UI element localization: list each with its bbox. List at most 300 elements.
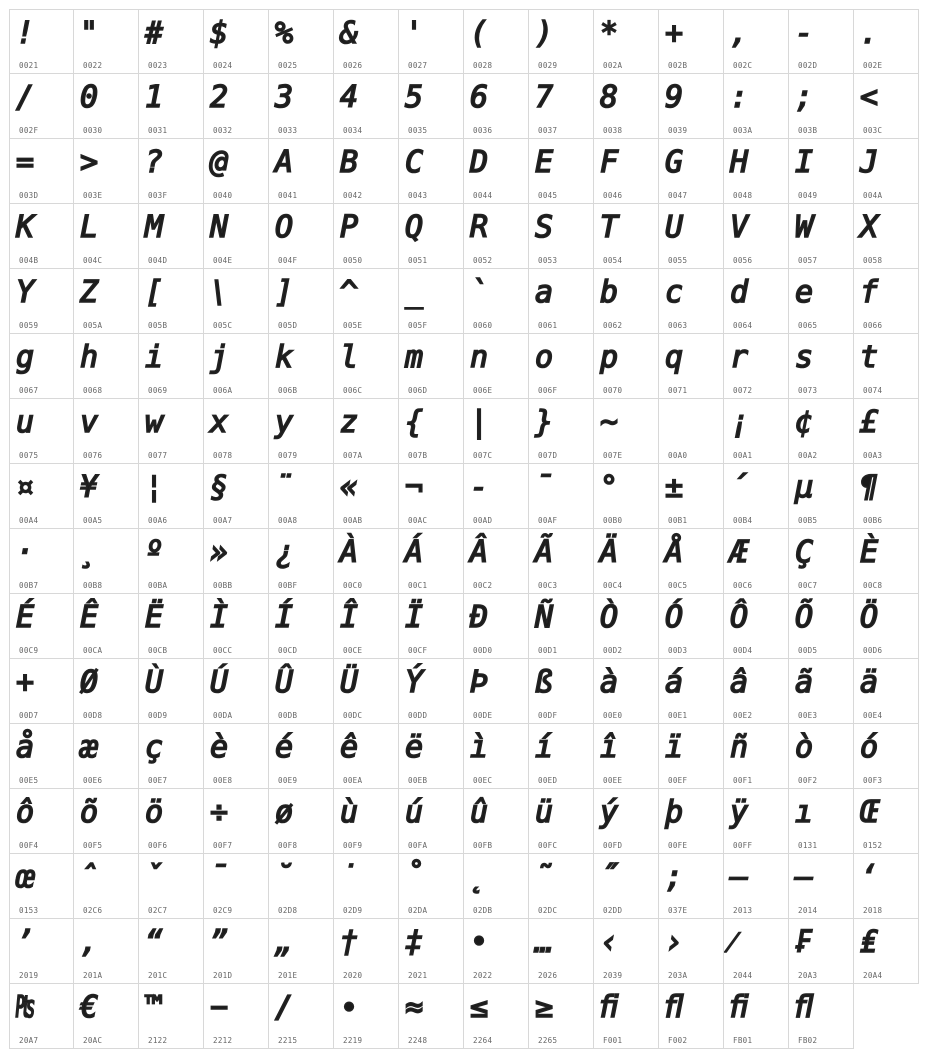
glyph-code-label: 00F1 xyxy=(733,776,753,785)
glyph-char: ; xyxy=(665,860,684,895)
glyph-cell xyxy=(9,659,74,724)
glyph-cell xyxy=(9,204,74,269)
glyph-cell xyxy=(724,594,789,659)
glyph-cell xyxy=(74,9,139,74)
glyph-char: x xyxy=(210,405,229,440)
glyph-cell xyxy=(594,594,659,659)
glyph-char: @ xyxy=(210,145,229,180)
glyph-char: À xyxy=(340,535,359,570)
glyph-char: ¨ xyxy=(275,470,294,505)
glyph-char: L xyxy=(80,210,99,245)
glyph-char: ¥ xyxy=(80,470,99,505)
glyph-code-label: 004A xyxy=(863,191,883,200)
glyph-cell xyxy=(269,334,334,399)
glyph-char: ! xyxy=(16,16,35,51)
glyph-char: ñ xyxy=(730,730,749,765)
glyph-char: o xyxy=(535,340,554,375)
glyph-code-label: 0041 xyxy=(278,191,298,200)
glyph-code-label: 2248 xyxy=(408,1036,428,1045)
glyph-code-label: 0058 xyxy=(863,256,883,265)
glyph-cell xyxy=(269,399,334,464)
glyph-char: € xyxy=(80,990,99,1025)
glyph-char: ¦ xyxy=(145,470,164,505)
glyph-cell xyxy=(334,334,399,399)
glyph-char: ô xyxy=(16,795,35,830)
glyph-cell xyxy=(9,139,74,204)
glyph-code-label: 0056 xyxy=(733,256,753,265)
glyph-cell xyxy=(204,594,269,659)
glyph-char: / xyxy=(16,80,35,115)
glyph-code-label: 00D9 xyxy=(148,711,168,720)
glyph-cell xyxy=(334,594,399,659)
glyph-char: y xyxy=(275,405,294,440)
glyph-cell xyxy=(789,724,854,789)
glyph-code-label: 003B xyxy=(798,126,818,135)
glyph-cell xyxy=(399,139,464,204)
glyph-code-label: 00C3 xyxy=(538,581,558,590)
glyph-code-label: 2122 xyxy=(148,1036,168,1045)
glyph-char: õ xyxy=(80,795,99,830)
glyph-code-label: 0060 xyxy=(473,321,493,330)
glyph-cell xyxy=(529,789,594,854)
glyph-cell xyxy=(204,204,269,269)
glyph-char: F xyxy=(600,145,619,180)
glyph-code-label: 00C5 xyxy=(668,581,688,590)
glyph-char: ₤ xyxy=(860,925,879,960)
glyph-cell xyxy=(854,594,919,659)
glyph-char: “ xyxy=(145,925,164,960)
glyph-cell xyxy=(139,399,204,464)
glyph-cell xyxy=(334,659,399,724)
glyph-char: , xyxy=(730,16,749,51)
glyph-char: ‚ xyxy=(80,925,99,960)
glyph-code-label: 00ED xyxy=(538,776,558,785)
glyph-cell xyxy=(74,399,139,464)
glyph-cell xyxy=(9,789,74,854)
glyph-cell xyxy=(399,789,464,854)
glyph-char: d xyxy=(730,275,749,310)
glyph-code-label: 006B xyxy=(278,386,298,395)
glyph-char: ¤ xyxy=(16,470,35,505)
glyph-code-label: 00A5 xyxy=(83,516,103,525)
glyph-code-label: 0079 xyxy=(278,451,298,460)
glyph-code-label: 00AD xyxy=(473,516,493,525)
glyph-char: á xyxy=(665,665,684,700)
glyph-cell xyxy=(724,724,789,789)
glyph-char: U xyxy=(665,210,684,245)
glyph-cell xyxy=(789,919,854,984)
glyph-code-label: 004F xyxy=(278,256,298,265)
glyph-char: h xyxy=(80,340,99,375)
glyph-code-label: 0039 xyxy=(668,126,688,135)
glyph-code-label: 00F8 xyxy=(278,841,298,850)
glyph-code-label: 00B7 xyxy=(19,581,39,590)
glyph-cell xyxy=(464,529,529,594)
glyph-char: ß xyxy=(535,665,554,700)
glyph-code-label: 2021 xyxy=(408,971,428,980)
glyph-code-label: 00DA xyxy=(213,711,233,720)
glyph-code-label: 20A3 xyxy=(798,971,818,980)
glyph-cell xyxy=(269,919,334,984)
glyph-code-label: 003F xyxy=(148,191,168,200)
glyph-code-label: 00AF xyxy=(538,516,558,525)
glyph-code-label: 0070 xyxy=(603,386,623,395)
glyph-cell xyxy=(789,594,854,659)
glyph-cell xyxy=(724,984,789,1049)
glyph-cell xyxy=(464,724,529,789)
glyph-cell xyxy=(854,919,919,984)
glyph-cell xyxy=(334,464,399,529)
glyph-char: « xyxy=(340,470,359,505)
glyph-cell xyxy=(464,594,529,659)
glyph-char: œ xyxy=(16,860,35,895)
glyph-char: º xyxy=(145,535,164,570)
glyph-code-label: 00CD xyxy=(278,646,298,655)
glyph-code-label: 0045 xyxy=(538,191,558,200)
glyph-code-label: 0026 xyxy=(343,61,363,70)
glyph-code-label: 00C7 xyxy=(798,581,818,590)
glyph-code-label: 02D9 xyxy=(343,906,363,915)
glyph-cell xyxy=(659,269,724,334)
glyph-code-label: 0036 xyxy=(473,126,493,135)
glyph-char: Y xyxy=(16,275,35,310)
glyph-char: É xyxy=(16,600,35,635)
glyph-code-label: 0075 xyxy=(19,451,39,460)
glyph-cell xyxy=(204,139,269,204)
glyph-cell xyxy=(399,724,464,789)
glyph-cell xyxy=(659,659,724,724)
glyph-code-label: 00CB xyxy=(148,646,168,655)
glyph-cell xyxy=(789,204,854,269)
glyph-grid xyxy=(9,9,919,1049)
glyph-char: Ô xyxy=(730,600,749,635)
glyph-code-label: 0062 xyxy=(603,321,623,330)
glyph-code-label: 00EC xyxy=(473,776,493,785)
glyph-cell xyxy=(594,464,659,529)
glyph-cell xyxy=(204,854,269,919)
glyph-char: Z xyxy=(80,275,99,310)
glyph-char: Þ xyxy=(470,665,489,700)
glyph-cell xyxy=(529,74,594,139)
glyph-char: Ã xyxy=(535,535,554,570)
glyph-code-label: 006A xyxy=(213,386,233,395)
glyph-cell xyxy=(204,9,269,74)
glyph-code-label: 02C9 xyxy=(213,906,233,915)
glyph-char: ‘ xyxy=(860,860,879,895)
glyph-char: ˘ xyxy=(275,860,294,895)
glyph-char: 7 xyxy=(535,80,554,115)
glyph-char: _ xyxy=(405,275,424,310)
glyph-code-label: 003A xyxy=(733,126,753,135)
glyph-char: 0 xyxy=(80,80,99,115)
glyph-cell xyxy=(659,334,724,399)
glyph-char: Q xyxy=(405,210,424,245)
glyph-code-label: 00E7 xyxy=(148,776,168,785)
glyph-char: Ì xyxy=(210,600,229,635)
glyph-char: ≥ xyxy=(535,990,554,1025)
glyph-cell xyxy=(399,204,464,269)
glyph-code-label: 0037 xyxy=(538,126,558,135)
glyph-code-label: 0033 xyxy=(278,126,298,135)
glyph-char: ¯ xyxy=(535,470,554,505)
glyph-cell xyxy=(854,204,919,269)
glyph-char: C xyxy=(405,145,424,180)
glyph-code-label: 00B4 xyxy=(733,516,753,525)
glyph-cell xyxy=(204,724,269,789)
glyph-cell xyxy=(854,529,919,594)
glyph-cell xyxy=(74,919,139,984)
glyph-cell xyxy=(789,74,854,139)
glyph-cell xyxy=(269,659,334,724)
glyph-char: O xyxy=(275,210,294,245)
glyph-char: å xyxy=(16,730,35,765)
glyph-code-label: 00C6 xyxy=(733,581,753,590)
glyph-code-label: 00A6 xyxy=(148,516,168,525)
glyph-char: » xyxy=(210,535,229,570)
glyph-char: 2 xyxy=(210,80,229,115)
glyph-cell xyxy=(74,594,139,659)
glyph-code-label: 004D xyxy=(148,256,168,265)
glyph-cell xyxy=(399,984,464,1049)
glyph-code-label: 0024 xyxy=(213,61,233,70)
glyph-cell xyxy=(594,659,659,724)
glyph-char: W xyxy=(795,210,814,245)
glyph-cell xyxy=(139,919,204,984)
glyph-code-label: 0066 xyxy=(863,321,883,330)
glyph-char: µ xyxy=(795,470,814,505)
glyph-char: ý xyxy=(600,795,619,830)
glyph-char: 6 xyxy=(470,80,489,115)
glyph-cell xyxy=(594,919,659,984)
glyph-cell xyxy=(529,204,594,269)
glyph-cell xyxy=(139,659,204,724)
glyph-cell xyxy=(529,529,594,594)
glyph-char: ˙ xyxy=(340,860,359,895)
glyph-cell xyxy=(854,269,919,334)
glyph-code-label: 0050 xyxy=(343,256,363,265)
glyph-cell xyxy=(529,984,594,1049)
glyph-cell xyxy=(139,74,204,139)
glyph-char: ‹ xyxy=(600,925,619,960)
glyph-char: ± xyxy=(665,470,684,505)
glyph-cell xyxy=(724,464,789,529)
glyph-code-label: 0031 xyxy=(148,126,168,135)
glyph-code-label: 2265 xyxy=(538,1036,558,1045)
glyph-code-label: F002 xyxy=(668,1036,688,1045)
glyph-char: Â xyxy=(470,535,489,570)
glyph-cell xyxy=(334,919,399,984)
glyph-char: Ø xyxy=(80,665,99,700)
glyph-code-label: 0054 xyxy=(603,256,623,265)
glyph-code-label: 00B1 xyxy=(668,516,688,525)
glyph-char: • xyxy=(470,925,489,960)
glyph-char: k xyxy=(275,340,294,375)
glyph-cell xyxy=(789,9,854,74)
glyph-code-label: 201C xyxy=(148,971,168,980)
glyph-cell xyxy=(139,269,204,334)
glyph-cell xyxy=(724,789,789,854)
glyph-char: t xyxy=(860,340,879,375)
glyph-code-label: 0048 xyxy=(733,191,753,200)
glyph-char: Ú xyxy=(210,665,229,700)
glyph-cell xyxy=(269,594,334,659)
glyph-code-label: 0077 xyxy=(148,451,168,460)
glyph-code-label: 00DE xyxy=(473,711,493,720)
glyph-char: ù xyxy=(340,795,359,830)
glyph-cell xyxy=(9,334,74,399)
glyph-cell xyxy=(594,529,659,594)
glyph-char: < xyxy=(860,80,879,115)
glyph-code-label: 007D xyxy=(538,451,558,460)
glyph-code-label: 00A1 xyxy=(733,451,753,460)
glyph-cell xyxy=(724,139,789,204)
glyph-code-label: 00D6 xyxy=(863,646,883,655)
glyph-cell xyxy=(139,854,204,919)
glyph-char: Æ xyxy=(730,535,749,570)
glyph-cell xyxy=(724,919,789,984)
glyph-code-label: 004E xyxy=(213,256,233,265)
glyph-char: - xyxy=(470,470,489,505)
glyph-code-label: 00CE xyxy=(343,646,363,655)
glyph-char: ê xyxy=(340,730,359,765)
glyph-char: Ñ xyxy=(535,600,554,635)
glyph-cell xyxy=(529,9,594,74)
glyph-cell xyxy=(269,724,334,789)
glyph-cell xyxy=(334,204,399,269)
glyph-cell xyxy=(464,399,529,464)
glyph-char: ü xyxy=(535,795,554,830)
glyph-char: w xyxy=(145,405,164,440)
glyph-cell xyxy=(204,919,269,984)
glyph-cell xyxy=(854,464,919,529)
glyph-char: | xyxy=(470,405,489,440)
glyph-code-label: 00DC xyxy=(343,711,363,720)
glyph-code-label: 0152 xyxy=(863,841,883,850)
glyph-code-label: 00D8 xyxy=(83,711,103,720)
glyph-code-label: 00F3 xyxy=(863,776,883,785)
glyph-code-label: 0061 xyxy=(538,321,558,330)
glyph-code-label: 0055 xyxy=(668,256,688,265)
glyph-char: T xyxy=(600,210,619,245)
glyph-cell xyxy=(334,984,399,1049)
glyph-code-label: 00F4 xyxy=(19,841,39,850)
glyph-cell xyxy=(139,464,204,529)
glyph-cell xyxy=(789,139,854,204)
glyph-char: † xyxy=(340,925,359,960)
glyph-code-label: 00EB xyxy=(408,776,428,785)
glyph-code-label: 00F7 xyxy=(213,841,233,850)
glyph-cell xyxy=(9,74,74,139)
glyph-code-label: 0049 xyxy=(798,191,818,200)
glyph-cell xyxy=(594,9,659,74)
glyph-char: ç xyxy=(145,730,164,765)
glyph-cell xyxy=(9,399,74,464)
glyph-char: â xyxy=(730,665,749,700)
glyph-cell xyxy=(399,9,464,74)
glyph-char: ä xyxy=(860,665,879,700)
glyph-cell xyxy=(334,9,399,74)
glyph-code-label: 00C0 xyxy=(343,581,363,590)
glyph-code-label: 2014 xyxy=(798,906,818,915)
glyph-cell xyxy=(464,74,529,139)
glyph-char: ã xyxy=(795,665,814,700)
glyph-code-label: 007C xyxy=(473,451,493,460)
glyph-code-label: 20A4 xyxy=(863,971,883,980)
glyph-char: ˜ xyxy=(535,860,554,895)
glyph-cell xyxy=(9,269,74,334)
glyph-code-label: 0030 xyxy=(83,126,103,135)
glyph-cell xyxy=(399,594,464,659)
glyph-code-label: 00E1 xyxy=(668,711,688,720)
glyph-char: E xyxy=(535,145,554,180)
glyph-char: R xyxy=(470,210,489,245)
glyph-code-label: 002D xyxy=(798,61,818,70)
glyph-code-label: 007A xyxy=(343,451,363,460)
glyph-char: * xyxy=(600,16,619,51)
glyph-char: Î xyxy=(340,600,359,635)
glyph-cell xyxy=(594,139,659,204)
glyph-cell xyxy=(9,464,74,529)
glyph-cell xyxy=(464,984,529,1049)
glyph-char: þ xyxy=(665,795,684,830)
glyph-code-label: 0023 xyxy=(148,61,168,70)
glyph-code-label: 00A2 xyxy=(798,451,818,460)
glyph-char: & xyxy=(340,16,359,51)
glyph-cell xyxy=(724,854,789,919)
glyph-code-label: 00D4 xyxy=(733,646,753,655)
glyph-char: # xyxy=(145,16,164,51)
glyph-cell xyxy=(594,399,659,464)
glyph-char: A xyxy=(275,145,294,180)
glyph-code-label: 0064 xyxy=(733,321,753,330)
glyph-cell xyxy=(789,399,854,464)
glyph-code-label: 00A8 xyxy=(278,516,298,525)
glyph-cell xyxy=(74,464,139,529)
glyph-cell xyxy=(724,334,789,399)
glyph-char: û xyxy=(470,795,489,830)
glyph-char: à xyxy=(600,665,619,700)
glyph-char: B xyxy=(340,145,359,180)
glyph-code-label: 003C xyxy=(863,126,883,135)
glyph-cell xyxy=(464,919,529,984)
glyph-cell xyxy=(659,919,724,984)
glyph-cell xyxy=(789,659,854,724)
glyph-code-label: 00C2 xyxy=(473,581,493,590)
glyph-code-label: 006D xyxy=(408,386,428,395)
glyph-code-label: 02C7 xyxy=(148,906,168,915)
glyph-cell xyxy=(74,984,139,1049)
glyph-code-label: 00A0 xyxy=(668,451,688,460)
glyph-char: ì xyxy=(470,730,489,765)
glyph-cell xyxy=(399,74,464,139)
glyph-char: Œ xyxy=(860,795,879,830)
glyph-cell xyxy=(789,529,854,594)
glyph-code-label: 00E3 xyxy=(798,711,818,720)
glyph-code-label: 0131 xyxy=(798,841,818,850)
glyph-char: – xyxy=(730,860,749,895)
glyph-code-label: 2215 xyxy=(278,1036,298,1045)
glyph-code-label: 003D xyxy=(19,191,39,200)
glyph-char: u xyxy=(16,405,35,440)
glyph-cell xyxy=(204,659,269,724)
glyph-cell xyxy=(529,724,594,789)
glyph-cell xyxy=(724,9,789,74)
glyph-char: V xyxy=(730,210,749,245)
glyph-char: ´ xyxy=(730,470,749,505)
glyph-char: ë xyxy=(405,730,424,765)
glyph-cell xyxy=(9,724,74,789)
glyph-code-label: 0059 xyxy=(19,321,39,330)
